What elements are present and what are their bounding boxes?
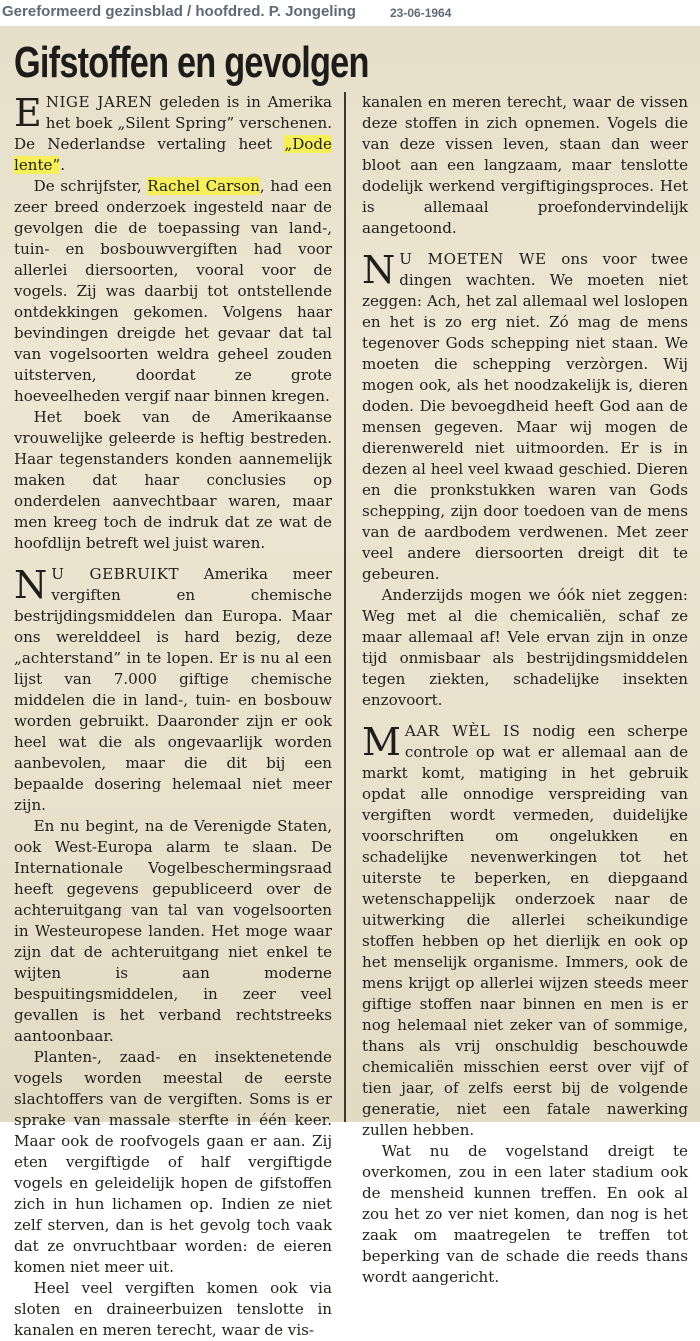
- lead-in-caps: U GEBRUIKT: [51, 565, 180, 583]
- highlighted-text: „Dode lente”: [14, 135, 332, 174]
- paragraph: [14, 564, 332, 816]
- paragraph: kanalen en meren terecht, waar de vissen deze stoffen in zich opnemen. Vogels die van deze vissen leven, staan dan weer bloot aan een langzaam, maar tenslotte dodelijk werkend vergiftigingsproces. Het is allemaal proefondervindelijk aangetoond.: [362, 93, 688, 237]
- archive-header: [0, 0, 700, 26]
- highlighted-text: Rachel Carson: [147, 177, 260, 195]
- paragraph-text: .: [60, 156, 66, 174]
- article-headline: Gifstoffen en gevolgen: [14, 38, 369, 87]
- paragraph: En nu begint, na de Verenigde Staten, ook West-Europa alarm te slaan. De Internationale Vogelbeschermingsraad heeft gegevens gepubliceerd over de achteruitgang van tal van vogelsoorten in Westeuropese landen. Het moge waar zijn dat de achteruitgang niet enkel te wijten is aan moderne bespuitingsmiddelen, in zeer veel gevallen is het verband rechtstreeks aantoonbaar.: [14, 817, 332, 1045]
- drop-cap: E: [14, 91, 42, 135]
- newspaper-clipping: [0, 26, 700, 1339]
- drop-cap: M: [362, 720, 401, 764]
- left-column: [14, 91, 332, 1339]
- paragraph: Heel veel vergiften komen ook via sloten en draineerbuizen tenslotte in kanalen en meren terecht, waar de vis-: [14, 1279, 332, 1339]
- drop-cap: N: [14, 563, 48, 607]
- source-label: Gereformeerd gezinsblad / hoofdred. P. Jongeling: [2, 3, 356, 20]
- lead-in-caps: U MOETEN WE: [399, 250, 547, 268]
- paragraph-text: ons voor twee dingen wachten. We moeten niet zeggen: Ach, het zal allemaal wel loslopen en het is zo erg niet. Zó mag de mens tegenover Gods schepping niet staan. We moeten die schepping verzòrgen. Wij mogen ook, als het noodzakelijk is, dieren doden. Die bevoegdheid heeft God aan de mensen gegeven. Maar wij mogen de dierenwereld niet uitmoorden. Er is in dezen al heel veel kwaad geschied. Dieren en die pronkstukken waren van Gods schepping, zijn door toedoen van de mens van de aardbodem verdwenen. Met zeer veel andere diersoorten dreigt dit te gebeuren.: [362, 250, 688, 583]
- lead-in-caps: NIGE JAREN: [45, 93, 153, 111]
- paragraph-text: geleden is in Amerika het boek „Silent Spring” verschenen. De Nederlandse vertaling heet: [14, 93, 332, 153]
- paragraph: [14, 92, 332, 176]
- column-divider: [344, 92, 346, 1122]
- paragraph: [362, 721, 688, 1141]
- paragraph: Planten-, zaad- en insektenetende vogels worden meestal de eerste slachtoffers van de vergiften. Soms is er sprake van massale sterfte in één keer. Maar ook de roofvogels gaan er aan. Zij eten vergiftigde of half vergiftigde vogels en geleidelijk hopen de gifstoffen zich in hun lichamen op. Indien ze niet zelf sterven, dan is het gevolg toch vaak dat ze onvruchtbaar worden: de eieren komen niet meer uit.: [14, 1048, 332, 1276]
- paragraph: Anderzijds mogen we óók niet zeggen: Weg met al die chemicaliën, schaf ze maar allemaal af! Vele ervan zijn in onze tijd onmisbaar als bestrijdingsmiddelen tegen ziekten, schadelijke insekten enzovoort.: [362, 586, 688, 709]
- paragraph: Wat nu de vogelstand dreigt te overkomen, zou in een later stadium ook de mensheid kunnen treffen. En ook al zou het zo ver niet komen, dan nog is het zaak om maatregelen te treffen tot beperking van de schade die reeds thans wordt aangericht.: [362, 1142, 688, 1286]
- paragraph-text: De schrijfster,: [33, 177, 148, 195]
- drop-cap: N: [362, 248, 396, 292]
- paragraph: [362, 249, 688, 585]
- paragraph-text: Amerika meer vergiften en chemische bestrijdingsmiddelen dan Europa. Maar ons werelddeel is hard bezig, deze „achterstand” in te lopen. Er is nu al een lijst van 7.000 giftige chemische middelen die in land-, tuin- en bosbouw worden gebruikt. Daaronder zijn er ook heel wat die als ongevaarlijk worden aanbevolen, maar die dit bij een bepaalde dosering helemaal niet meer zijn.: [14, 565, 332, 814]
- lead-in-caps: AAR WÈL IS: [404, 722, 521, 740]
- paragraph-text: , had een zeer breed onderzoek ingesteld naar de gevolgen die de toepassing van land-, tuin- en bosbouwvergiften had voor allerlei diersoorten, vooral voor de vogels. Zij was daarbij tot ontstellende ontdekkingen gekomen. Volgens haar bevindingen dreigde het gevaar dat tal van vogelsoorten weldra geheel zouden uitsterven, doordat ze grote hoeveelheden vergif naar binnen kregen.: [14, 177, 332, 405]
- date-label: 23-06-1964: [390, 6, 452, 20]
- paragraph: Het boek van de Amerikaanse vrouwelijke geleerde is heftig bestreden. Haar tegenstanders konden aannemelijk maken dat haar conclusies op onderdelen aanvechtbaar waren, maar men kreeg toch de indruk dat ze wat de hoofdlijn betreft wel juist waren.: [14, 408, 332, 552]
- paragraph: [14, 176, 332, 407]
- right-column: [362, 92, 688, 1286]
- paragraph-text: nodig een scherpe controle op wat er allemaal aan de markt komt, matiging in het gebruik opdat alle onnodige verspreiding van vergiften wordt vermeden, duidelijke voorschriften om ongelukken en schadelijke nevenwerkingen tot het uiterste te beperken, en diepgaand wetenschappelijk onderzoek naar de uitwerking die allerlei scheikundige stoffen hebben op het dierlijk en ook op het menselijk organisme. Immers, ook de mens krijgt op allerlei wijzen steeds meer giftige stoffen naar binnen en men is er nog helemaal niet zeker van of sommige, thans als vrij onschuldig beschouwde chemicaliën misschien eerst over vijf of tien jaar, of zelfs eerst bij de volgende generatie, niet een fatale nawerking zullen hebben.: [362, 722, 688, 1139]
